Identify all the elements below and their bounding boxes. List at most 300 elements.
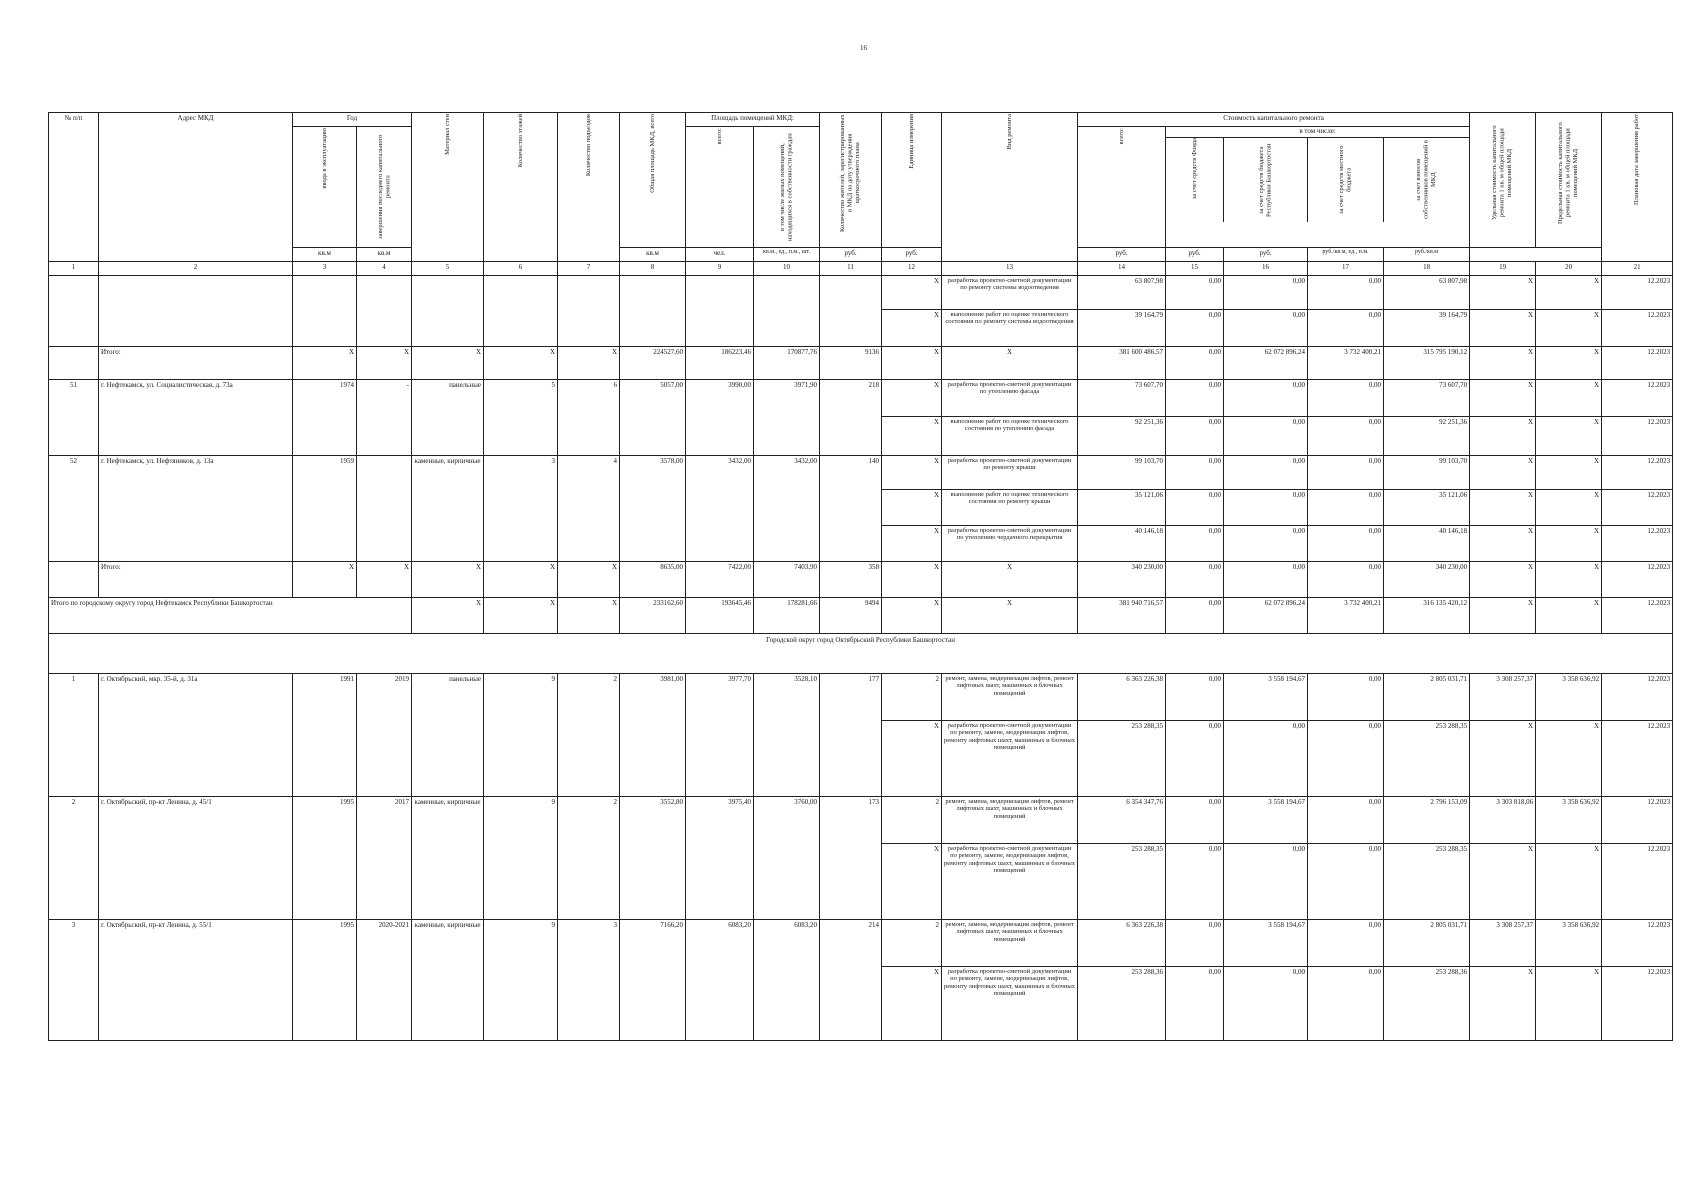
header-address: Адрес МКД [99,113,293,262]
max-cost-cell: Х [1536,310,1602,347]
address-cell: г. Октябрьский, пр-кт Ленина, д. 45/1 [99,797,293,920]
col-number: 7 [558,262,620,276]
col-number: 14 [1078,262,1166,276]
cost-local-cell: 0,00 [1308,562,1384,598]
section-row [49,634,1673,674]
unit-cell: Х [882,380,942,417]
x-cell: Х [357,347,412,380]
deadline-cell: 12.2023 [1602,721,1673,797]
floors-cell: 3 [484,456,558,562]
max-cost-cell: Х [1536,721,1602,797]
col-number: 8 [620,262,686,276]
unit-cell: Х [882,490,942,526]
entrances-cell: 2 [558,797,620,920]
col-number: 11 [820,262,882,276]
cost-owners-cell: 340 230,00 [1384,562,1470,598]
x-cell: Х [293,562,357,598]
unit-cost-cell: Х [1470,417,1536,456]
unit-rub: руб. [1078,248,1166,262]
cost-rb-cell: 0,00 [1224,562,1308,598]
header-entrances: Количество подъездов [558,113,620,262]
unit-cost-cell: Х [1470,844,1536,920]
cost-rb-cell: 0,00 [1224,417,1308,456]
row-number: 2 [49,797,99,920]
cost-owners-cell: 253 288,35 [1384,844,1470,920]
total-area-cell: 224527,60 [620,347,686,380]
cost-fund-cell: 0,00 [1166,347,1224,380]
cost-local-cell: 0,00 [1308,920,1384,967]
cost-rb-cell: 0,00 [1224,526,1308,562]
section-title: Городской округ город Октябрьский Республики Башкортостан [49,634,1673,674]
year-last-repair-cell: 2019 [357,674,412,797]
col-number: 13 [942,262,1078,276]
max-cost-cell: Х [1536,276,1602,310]
cost-total-cell: 381 600 486,57 [1078,347,1166,380]
max-cost-cell: Х [1536,526,1602,562]
x-cell: Х [484,347,558,380]
residents-cell: 173 [820,797,882,920]
cost-fund-cell: 0,00 [1166,721,1224,797]
cost-total-cell: 35 121,06 [1078,490,1166,526]
cost-local-cell: 0,00 [1308,380,1384,417]
unit-cell: 2 [882,920,942,967]
unit-cost-cell: Х [1470,310,1536,347]
cost-fund-cell: 0,00 [1166,456,1224,490]
max-cost-cell: Х [1536,347,1602,380]
cost-owners-cell: 39 164,79 [1384,310,1470,347]
year-commission-cell: 1995 [293,920,357,1041]
premises-paid-cell: 3528,10 [754,674,820,797]
header-cost-incl: в том числе: за счет средств Фонда за счет средств бюджета Республики Башкортостан за счет средств местного бюджета за счет взносов собственников помещений в МКД [1166,127,1470,248]
unit-cell: Х [882,276,942,310]
deadline-cell: 12.2023 [1602,844,1673,920]
header-premises-total: всего: [686,127,754,248]
cost-total-cell: 6 363 226,38 [1078,920,1166,967]
total-area-cell: 5057,00 [620,380,686,456]
unit-cost-cell: Х [1470,380,1536,417]
cost-fund-cell: 0,00 [1166,276,1224,310]
cost-owners-cell: 315 795 190,12 [1384,347,1470,380]
x-cell: Х [412,347,484,380]
cost-total-cell: 6 363 226,38 [1078,674,1166,721]
premises-total-cell: 6083,20 [686,920,754,1041]
floors-cell: 5 [484,380,558,456]
unit-cost-cell: Х [1470,562,1536,598]
unit-rub: руб. [1224,248,1308,262]
premises-paid-cell: 3760,00 [754,797,820,920]
table-row [49,380,1673,417]
header-year-group: Год [293,113,412,127]
year-commission-cell: 1991 [293,674,357,797]
max-cost-cell: 3 358 636,92 [1536,797,1602,844]
table-row [49,797,1673,844]
cost-owners-cell: 316 135 420,12 [1384,598,1470,634]
year-commission-cell: 1974 [293,380,357,456]
unit-cell: Х [882,598,942,634]
cost-owners-cell: 40 146,18 [1384,526,1470,562]
year-commission-cell: 1995 [293,797,357,920]
cost-total-cell: 340 230,00 [1078,562,1166,598]
unit-cell: 2 [882,674,942,721]
work-type-cell: Х [942,598,1078,634]
cost-owners-cell: 2 805 031,71 [1384,674,1470,721]
year-commission-cell: 1959 [293,456,357,562]
table-row [49,674,1673,721]
x-cell: Х [484,598,558,634]
col-number: 21 [1602,262,1673,276]
work-type-cell: разработка проектно-сметной документации по ремонту крыши [942,456,1078,490]
residents-cell: 358 [820,562,882,598]
cost-total-cell: 253 288,35 [1078,844,1166,920]
unit-cell: Х [882,562,942,598]
unit-cost-cell: Х [1470,526,1536,562]
table-row [49,456,1673,490]
wall-material-cell: каменные, кирпичные [412,456,484,562]
unit-cost-cell: Х [1470,598,1536,634]
cost-owners-cell: 2 805 031,71 [1384,920,1470,967]
cost-rb-cell: 0,00 [1224,844,1308,920]
cost-fund-cell: 0,00 [1166,490,1224,526]
cost-rb-cell: 0,00 [1224,967,1308,1041]
col-number: 18 [1384,262,1470,276]
column-numbers-row [49,262,1673,276]
deadline-cell: 12.2023 [1602,490,1673,526]
work-type-cell: ремонт, замена, модернизация лифтов, ремонт лифтовых шахт, машинных и блочных помещений [942,674,1078,721]
header-cost-total: всего: [1078,127,1166,248]
city-total-row [49,598,1673,634]
cost-rb-cell: 0,00 [1224,721,1308,797]
cost-fund-cell: 0,00 [1166,674,1224,721]
unit-cost-cell: Х [1470,721,1536,797]
deadline-cell: 12.2023 [1602,598,1673,634]
unit-cost-cell: Х [1470,456,1536,490]
wall-material-cell: каменные, кирпичные [412,920,484,1041]
work-type-cell: разработка проектно-сметной документации по ремонту, замене, модернизации лифтов, ремонту лифтовых шахт, машинных и блочных помещений [942,721,1078,797]
header-total-area: Общая площадь МКД, всего [620,113,686,248]
unit-cost-cell: Х [1470,347,1536,380]
work-type-cell: выполнение работ по оценке технического состояния по ремонту системы водоотведения [942,310,1078,347]
deadline-cell: 12.2023 [1602,276,1673,310]
cost-owners-cell: 63 807,98 [1384,276,1470,310]
x-cell: Х [293,347,357,380]
header-year-last-repair: завершения последнего капитального ремонта [357,127,412,248]
work-type-cell: ремонт, замена, модернизация лифтов, ремонт лифтовых шахт, машинных и блочных помещений [942,920,1078,967]
premises-paid-cell: 3432,00 [754,456,820,562]
max-cost-cell: Х [1536,967,1602,1041]
premises-total-cell: 186223,46 [686,347,754,380]
row-number: 51 [49,380,99,456]
header-floors: Количество этажей [484,113,558,262]
cost-total-cell: 6 354 347,76 [1078,797,1166,844]
premises-paid-cell: 6083,20 [754,920,820,1041]
address-cell: г. Нефтекамск, ул. Нефтяников, д. 13а [99,456,293,562]
total-area-cell: 8635,00 [620,562,686,598]
col-number: 10 [754,262,820,276]
col-number: 12 [882,262,942,276]
unit-cell: Х [882,721,942,797]
max-cost-cell: Х [1536,456,1602,490]
table-row [49,920,1673,967]
address-cell: г. Октябрьский, мкр. 35-й, д. 31а [99,674,293,797]
max-cost-cell: Х [1536,562,1602,598]
cost-local-cell: 0,00 [1308,797,1384,844]
header-cost-fund: за счет средств Фонда [1166,138,1224,222]
unit-cell: Х [882,417,942,456]
total-area-cell: 7166,20 [620,920,686,1041]
col-number: 5 [412,262,484,276]
row-number: 1 [49,674,99,797]
cost-local-cell: 0,00 [1308,310,1384,347]
premises-total-cell: 3432,00 [686,456,754,562]
header-cost-budget-local: за счет средств местного бюджета [1308,138,1384,222]
deadline-cell: 12.2023 [1602,526,1673,562]
deadline-cell: 12.2023 [1602,674,1673,721]
residents-cell: 9494 [820,598,882,634]
col-number: 6 [484,262,558,276]
subtotal-row [49,347,1673,380]
unit-cell: Х [882,967,942,1041]
residents-cell: 218 [820,380,882,456]
header-max-cost: Предельная стоимость капитального ремонта 1 кв. м общей площади помещений МКД [1536,113,1602,248]
cost-fund-cell: 0,00 [1166,526,1224,562]
entrances-cell: 4 [558,456,620,562]
cost-rb-cell: 62 072 896,24 [1224,598,1308,634]
total-area-cell: 3981,00 [620,674,686,797]
cost-fund-cell: 0,00 [1166,844,1224,920]
entrances-cell: 2 [558,674,620,797]
header-year-commission: ввода в эксплуатацию [293,127,357,248]
unit-cell: 2 [882,797,942,844]
wall-material-cell: каменные, кирпичные [412,797,484,920]
cost-total-cell: 99 103,70 [1078,456,1166,490]
max-cost-cell: Х [1536,490,1602,526]
page-number: 16 [860,44,867,52]
unit-rub: руб. [1166,248,1224,262]
premises-paid-cell: 3971,90 [754,380,820,456]
cost-rb-cell: 0,00 [1224,310,1308,347]
x-cell: Х [357,562,412,598]
header-unit: Единица измерения [882,113,942,248]
header-unit-cost: Удельная стоимость капитального ремонта 1 кв. м общей площади помещений МКД [1470,113,1536,248]
subtotal-label: Итого: [99,562,293,598]
max-cost-cell: Х [1536,844,1602,920]
cost-owners-cell: 253 288,35 [1384,721,1470,797]
deadline-cell: 12.2023 [1602,347,1673,380]
unit-rub-max: руб./кв.м [1384,248,1470,262]
header-cost-group: Стоимость капитального ремонта [1078,113,1470,127]
max-cost-cell: 3 358 636,92 [1536,920,1602,967]
deadline-cell: 12.2023 [1602,797,1673,844]
cost-owners-cell: 99 103,70 [1384,456,1470,490]
col-number: 3 [293,262,357,276]
floors-cell: 9 [484,797,558,920]
unit-cost-cell: Х [1470,490,1536,526]
subtotal-row [49,562,1673,598]
unit-cell: Х [882,310,942,347]
cost-local-cell: 3 732 400,21 [1308,598,1384,634]
header-premises-paid: в том числе жилых помещений, находящихся в собственности граждан [754,127,820,248]
total-area-cell: 233162,60 [620,598,686,634]
year-last-repair-cell: - [357,380,412,456]
col-number: 20 [1536,262,1602,276]
unit-cost-cell: 3 303 818,06 [1470,797,1536,844]
cost-fund-cell: 0,00 [1166,417,1224,456]
col-number: 9 [686,262,754,276]
cost-local-cell: 0,00 [1308,417,1384,456]
unit-cost-cell: 3 308 257,37 [1470,920,1536,967]
row-number: 52 [49,456,99,562]
unit-rub: руб. [820,248,882,262]
cost-owners-cell: 2 796 153,09 [1384,797,1470,844]
cost-local-cell: 0,00 [1308,674,1384,721]
col-number: 19 [1470,262,1536,276]
unit-cell: Х [882,347,942,380]
x-cell: Х [412,562,484,598]
unit-cost-cell: Х [1470,276,1536,310]
work-type-cell: Х [942,347,1078,380]
cost-local-cell: 0,00 [1308,490,1384,526]
work-type-cell: ремонт, замена, модернизация лифтов, ремонт лифтовых шахт, машинных и блочных помещений [942,797,1078,844]
header-cost-budget-rb: за счет средств бюджета Республики Башкортостан [1224,138,1308,222]
work-type-cell: разработка проектно-сметной документации по утеплению чердачного перекрытия [942,526,1078,562]
cost-rb-cell: 62 072 896,24 [1224,347,1308,380]
premises-total-cell: 193645,46 [686,598,754,634]
wall-material-cell: панельные [412,380,484,456]
cost-owners-cell: 92 251,36 [1384,417,1470,456]
cost-local-cell: 0,00 [1308,456,1384,490]
cost-rb-cell: 3 558 194,67 [1224,920,1308,967]
cost-total-cell: 381 940 716,57 [1078,598,1166,634]
premises-paid-cell: 170877,76 [754,347,820,380]
cost-owners-cell: 73 607,70 [1384,380,1470,417]
wall-material-cell: панельные [412,674,484,797]
deadline-cell: 12.2023 [1602,417,1673,456]
deadline-cell: 12.2023 [1602,967,1673,1041]
cost-total-cell: 40 146,18 [1078,526,1166,562]
cost-fund-cell: 0,00 [1166,920,1224,967]
cost-rb-cell: 3 558 194,67 [1224,797,1308,844]
cost-total-cell: 92 251,36 [1078,417,1166,456]
cost-fund-cell: 0,00 [1166,967,1224,1041]
cost-rb-cell: 0,00 [1224,380,1308,417]
unit-cell: Х [882,844,942,920]
cost-local-cell: 3 732 400,21 [1308,347,1384,380]
cost-rb-cell: 0,00 [1224,490,1308,526]
residents-cell: 140 [820,456,882,562]
x-cell: Х [484,562,558,598]
cost-total-cell: 63 807,98 [1078,276,1166,310]
work-type-cell: выполнение работ по оценке технического состояния по утеплению фасада [942,417,1078,456]
cost-fund-cell: 0,00 [1166,310,1224,347]
entrances-cell: 6 [558,380,620,456]
work-type-cell: разработка проектно-сметной документации по ремонту системы водоотведения [942,276,1078,310]
cost-local-cell: 0,00 [1308,721,1384,797]
premises-paid-cell: 7403,90 [754,562,820,598]
residents-cell: 177 [820,674,882,797]
residents-cell: 9136 [820,347,882,380]
col-number: 17 [1308,262,1384,276]
cost-fund-cell: 0,00 [1166,598,1224,634]
x-cell: Х [558,598,620,634]
year-last-repair-cell: 2020-2021 [357,920,412,1041]
total-area-cell: 3578,00 [620,456,686,562]
year-last-repair-cell [357,456,412,562]
premises-total-cell: 3975,40 [686,797,754,920]
entrances-cell: 3 [558,920,620,1041]
max-cost-cell: Х [1536,380,1602,417]
col-number: 4 [357,262,412,276]
total-area-cell: 3552,80 [620,797,686,920]
unit-people: чел. [686,248,754,262]
repair-plan-table [48,112,1673,1041]
max-cost-cell: Х [1536,598,1602,634]
year-last-repair-cell: 2017 [357,797,412,920]
subtotal-label: Итого: [99,347,293,380]
floors-cell: 9 [484,674,558,797]
col-number: 15 [1166,262,1224,276]
cost-fund-cell: 0,00 [1166,380,1224,417]
cost-rb-cell: 0,00 [1224,276,1308,310]
unit-cell: Х [882,526,942,562]
deadline-cell: 12.2023 [1602,920,1673,967]
unit-rub-per-unit: руб./кв.м, ед., п.м. [1308,248,1384,262]
work-type-cell: разработка проектно-сметной документации по ремонту, замене, модернизации лифтов, ремонту лифтовых шахт, машинных и блочных помещений [942,844,1078,920]
x-cell: Х [558,562,620,598]
col-number: 1 [49,262,99,276]
premises-total-cell: 3990,00 [686,380,754,456]
row-number: 3 [49,920,99,1041]
header-deadline: Плановая дата завершения работ [1602,113,1673,262]
cost-rb-cell: 0,00 [1224,456,1308,490]
unit-cell: Х [882,456,942,490]
work-type-cell: разработка проектно-сметной документации по ремонту, замене, модернизации лифтов, ремонту лифтовых шахт, машинных и блочных помещений [942,967,1078,1041]
work-type-cell: Х [942,562,1078,598]
cost-total-cell: 39 164,79 [1078,310,1166,347]
work-type-cell: разработка проектно-сметной документации по утеплению фасада [942,380,1078,417]
cost-total-cell: 73 607,70 [1078,380,1166,417]
unit-cost-cell: Х [1470,967,1536,1041]
city-total-label: Итого по городскому округу город Нефтекамск Республики Башкортостан [49,598,412,634]
x-cell: Х [558,347,620,380]
repair-plan-table-wrapper [48,112,1673,1041]
work-type-cell: выполнение работ по оценке технического состояния по ремонту крыши [942,490,1078,526]
col-number: 16 [1224,262,1308,276]
table-row [49,276,1673,310]
header-work-type: Вид ремонта [942,113,1078,262]
premises-total-cell: 7422,00 [686,562,754,598]
deadline-cell: 12.2023 [1602,310,1673,347]
unit-cost-cell: 3 308 257,37 [1470,674,1536,721]
cost-fund-cell: 0,00 [1166,562,1224,598]
deadline-cell: 12.2023 [1602,562,1673,598]
unit-rub: руб. [882,248,942,262]
max-cost-cell: 3 358 636,92 [1536,674,1602,721]
premises-total-cell: 3977,70 [686,674,754,797]
unit-area: кв.м [620,248,686,262]
cost-local-cell: 0,00 [1308,844,1384,920]
premises-paid-cell: 178281,66 [754,598,820,634]
unit-measure: кв.м., ед., п.м., шт. [754,248,820,262]
residents-cell: 214 [820,920,882,1041]
header-residents: Количество жителей, зарегистрированных в МКД на дату утверждения краткосрочного плана [820,113,882,248]
deadline-cell: 12.2023 [1602,380,1673,417]
cost-local-cell: 0,00 [1308,967,1384,1041]
cost-rb-cell: 3 558 194,67 [1224,674,1308,721]
header-cost-owners: за счет взносов собственников помещений в МКД [1415,140,1438,220]
address-cell: г. Октябрьский, пр-кт Ленина, д. 55/1 [99,920,293,1041]
floors-cell: 9 [484,920,558,1041]
header-wall-material: Материал стен [412,113,484,262]
